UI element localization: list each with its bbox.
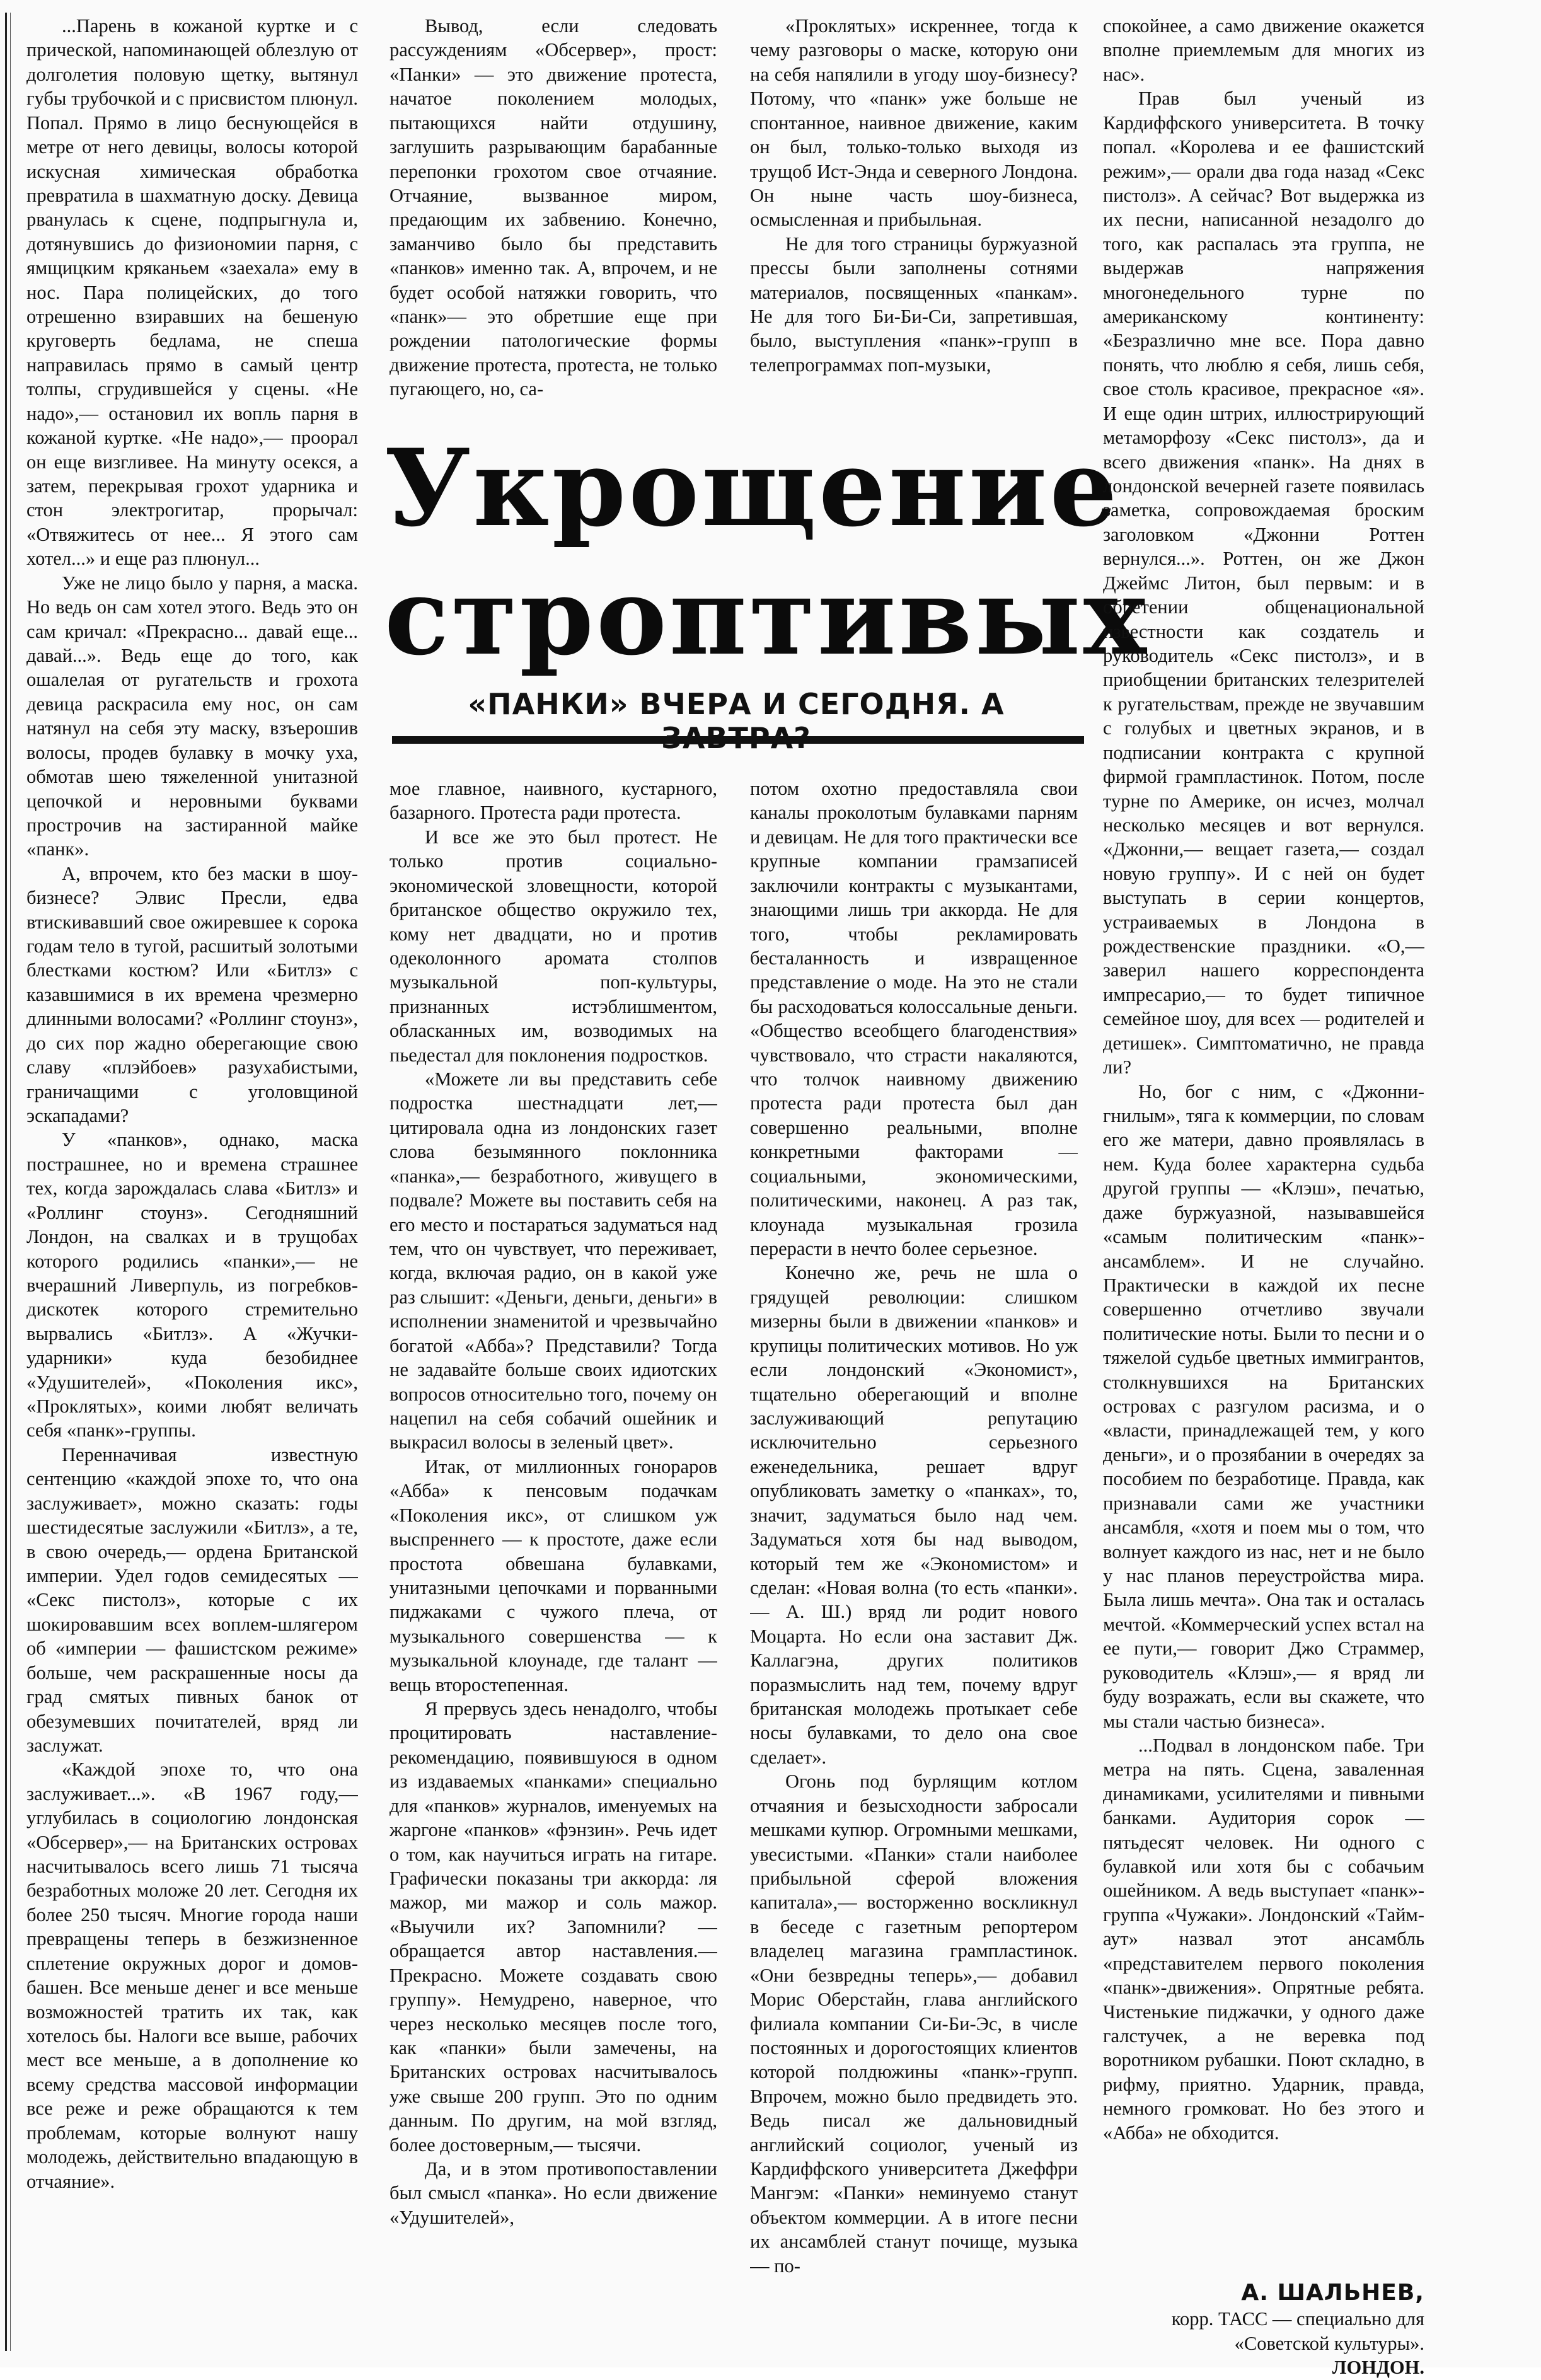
paragraph: ...Подвал в лондонском пабе. Три метра на пять. Сцена, заваленная динамиками, усилителями и пивными банками. Аудитория сорок — пятьдесят человек. Ни одного с булавкой или хотя бы с собачьим ошейником. А ведь выступает «панк»-группа «Чужаки». Лондонский «Тайм-аут» назвал этот ансамбль «представителем первого поколения «панк»-движения». Опрятные ребята. Чистенькие пиджачки, у одного даже галстучек, а не веревка под воротником рубашки. Поют складно, в рифму, приятно. Ударник, правда, немного громковат. Но без этого и «Абба» не обходится. — [1103, 1734, 1424, 2144]
byline — [1084, 2279, 1424, 2380]
paragraph: Вывод, если следовать рассуждениям «Обсервер», прост: «Панки» — это движение протеста, начатое поколением молодых, пытающихся найти отдушину, заглушить разрывающим барабанные перепонки грохотом свое отчаяние. Отчаяние, вызванное миром, предающим их забвению. Конечно, заманчиво было бы представить «панков» именно так. А, впрочем, и не будет особой натяжки говорить, что «панк»— это обретшие еще при рождении патологические формы движение протеста, протеста, не только пугающего, но, са- — [390, 15, 717, 400]
paragraph: Перенначивая известную сентенцию «каждой эпохе то, что она заслуживает», можно сказать: годы шестидесятые заслужили «Битлз», а те, в свою очередь,— ордена Британской империи. Удел годов семидесятых — «Секс пистолз», которые с их шокировавшим всех воплем-шлягером об «империи — фашистском режиме» больше, чем раскрашенные носы да град смятых пивных банок от обезумевших почитателей, вряд ли заслужат. — [26, 1443, 358, 1756]
paragraph: потом охотно предоставляла свои каналы проколотым булавками парням и девицам. Не для того практически все крупные компании грамзаписей заключили контракты с музыкантами, знающими лишь три аккорда. Не для того, чтобы рекламировать бесталанность и извращенное представление о моде. На это не стали бы расходоваться колоссальные деньги. «Общество всеобщего благоденствия» чувствовало, что страсти накаляются, что толчок наивному движению протеста ради протеста был дан совершенно реальными, вполне конкретными факторами — социальными, экономическими, политическими, наконец. А раз так, клоунада музыкальная грозила перерасти в нечто более серьезное. — [750, 778, 1078, 1260]
paragraph: Не для того страницы буржуазной прессы были заполнены сотнями материалов, посвященных «панкам». Не для того Би-Би-Си, запретившая, было, выступления «панк»-групп в телепрограммах поп-музыки, — [750, 233, 1078, 376]
paragraph: спокойнее, а само движение окажется вполне приемлемым для многих из нас». — [1103, 15, 1424, 85]
headline-line-2: строптивых — [384, 554, 1149, 679]
paragraph: И все же это был протест. Не только против социально-экономической зловещности, которой британское общество окружило тех, кому нет двадцати, но и против одеколонного аромата столпов музыкальной поп-культуры, признанных истэблишментом, обласканных им, возводимых на пьедестал для поклонения подростков. — [390, 826, 717, 1066]
article-column-3-bottom — [750, 777, 1078, 2362]
paragraph: «Каждой эпохе то, что она заслуживает...». «В 1967 году,— углубилась в социологию лондонская «Обсервер»,— на Британских островах насчитывалось всего лишь 71 тысяча безработных моложе 20 лет. Сегодня их более 250 тысяч. Многие города наши превращены теперь в безжизненное сплетение окружных дорог и домов-башен. Все меньше денег и все меньше возможностей тратить их так, как хотелось бы. Налоги все выше, рабочих мест все меньше, а в дополнение ко всему средства массовой информации все реже и реже обращаются к тем проблемам, которые волнуют нашу молодежь, действительно впадающую в отчаяние». — [26, 1759, 358, 2192]
paragraph: Прав был ученый из Кардиффского университета. В точку попал. «Королева и ее фашистский режим»,— орали два года назад «Секс пистолз». А сейчас? Вот выдержка из их песни, написанной незадолго до того, как распалась эта группа, не выдержав напряжения многонедельного турне по американскому континенту: «Безразлично мне все. Пора давно понять, что люблю я себя, лишь себя, свое столь красивое, прекрасное «я». И еще один штрих, иллюстрирующий метаморфозу «Секс пистолз», да и всего движения «панк». На днях в лондонской вечерней газете появилась заметка, сопровождаемая броским заголовком «Джонни Роттен вернулся...». Роттен, он же Джон Джеймс Литон, был первым: и в обретении общенациональной известности как создатель и руководитель «Секс пистолз», и в приобщении британских телезрителей к ругательствам, прежде не звучавшим с голубых и цветных экранов, и в подписании контракта с крупной фирмой грампластинок. Потом, после турне по Америке, он исчез, молчал несколько месяцев и вот вернулся. «Джонни,— вещает газета,— создал новую группу». И с ней он будет выступать в серии концертов, устраиваемых в Лондона в рождественские праздники. «О,— заверил нашего корреспондента импресарио,— то будет типичное семейное шоу, для всех — родителей и детишек». Симптоматично, не правда ли? — [1103, 88, 1424, 1078]
paragraph: Я прервусь здесь ненадолго, чтобы процитировать наставление-рекомендацию, появившуюся в одном из издаваемых «панками» специально для «панков» журналов, именуемых на жаргоне «панков» «фэнзин». Речь идет о том, как научиться играть на гитаре. Графически показаны три аккорда: ля мажор, ми мажор и соль мажор. «Выучили их? Запомнили? — обращается автор наставления.— Прекрасно. Можете создавать свою группу». Немудрено, наверное, что через несколько месяцев после того, как «панки» были замечены, на Британских островах насчитывалось уже свыше 200 групп. Это по одним данным. По другим, на мой взгляд, более достоверным,— тысячи. — [390, 1698, 717, 2156]
paragraph: «Можете ли вы представить себе подростка шестнадцати лет,— цитировала одна из лондонских газет слова безымянного поклонника «панка»,— безработного, живущего в подвале? Можете вы поставить себя на его место и постараться задуматься над тем, что он чувствует, что переживает, когда, включая радио, он в какой уже раз слышит: «Деньги, деньги, деньги» в исполнении знаменитой и чрезвычайно богатой «Абба»? Представили? Тогда не задавайте больше своих идиотских вопросов относительно того, почему он нацепил на себя собачий ошейник и выкрасил волосы в зеленый цвет». — [390, 1068, 717, 1453]
paragraph: Уже не лицо было у парня, а маска. Но ведь он сам хотел этого. Ведь это он сам кричал: «Прекрасно... давай еще... давай...». Ведь еще до того, как ошалелая от ругательств и грохота девица раскрасила ему нос, он сам натянул на себя эту маску, взъерошив волосы, продев булавку в мочку уха, обмотав шею тяжеленной унитазной цепочкой и неровными буквами прострочив на застиранной майке «панк». — [26, 572, 358, 860]
article-column-2-top — [390, 14, 717, 417]
author-role: корр. ТАСС — специально для «Советской культуры». — [1171, 2308, 1424, 2354]
headline — [384, 425, 1149, 679]
paragraph: «Проклятых» искреннее, тогда к чему разговоры о маске, которую они на себя напялили в угоду шоу-бизнесу? Потому, что «панк» уже больше не спонтанное, наивное движение, каким он был, только-только выходя из трущоб Ист-Энда и северного Лондона. Он ныне часть шоу-бизнеса, осмысленная и прибыльная. — [750, 15, 1078, 231]
paragraph: мое главное, наивного, кустарного, базарного. Протеста ради протеста. — [390, 778, 717, 824]
article-column-3-top — [750, 14, 1078, 417]
article-column-2-bottom — [390, 777, 717, 2362]
paragraph: А, впрочем, кто без маски в шоу-бизнесе? Элвис Пресли, едва втискивавший свое ожиревшее к сорока годам тело в тугой, расшитый золотыми блестками костюм? Или «Битлз» с казавшимися в их времена чрезмерно длинными волосами? «Роллинг стоунз», до сих пор жадно оберегающие свою славу «плэйбоев» разухабистыми, граничащими с уголовщиной эскападами? — [26, 862, 358, 1126]
paragraph: ...Парень в кожаной куртке и с прической, напоминающей облезлую от долголетия половую щетку, вытянул губы трубочкой и с присвистом плюнул. Попал. Прямо в лицо беснующейся в метре от него девицы, волосы которой искусная химическая обработка превратила в шахматную доску. Девица рванулась к сцене, подпрыгнула и, дотянувшись до физиономии парня, с ямщицким кряканьем «заехала» ему в нос. Пара полицейских, до того отрешенно взиравших на бешеную круговерть бедлама, не спеша направилась прямо в самый центр толпы, сгрудившейся у сцены. «Не надо»,— остановил их вопль парня в кожаной куртке. «Не надо»,— проорал он еще визгливее. На минуту осекся, а затем, перекрывая грохот ударника и стон электрогитар, прорычал: «Отвяжитесь от нее... Я этого сам хотел...» и еще раз плюнул... — [26, 15, 358, 570]
paragraph: Да, и в этом противопоставлении был смысл «панка». Но если движение «Удушителей», — [390, 2158, 717, 2228]
paragraph: Но, бог с ним, с «Джонни-гнилым», тяга к коммерции, по словам его же матери, давно проявлялась в нем. Куда более характерна судьба другой группы — «Клэш», печатью, даже буржуазной, называвшейся «самым политическим «панк»-ансамблем». И не случайно. Практически в каждой их песне совершенно отчетливо звучали политические ноты. Были то песни и о тяжелой судьбе цветных иммигрантов, столкнувшихся на Британских островах с разгулом расизма, и о «власти, принадлежащей тем, у кого деньги», и о прозябании в очередях за пособием по безработице. Правда, как признавали сами же участники ансамбля, «хотя и поем мы о том, что волнует каждого из нас, нет и не было у нас планов переустройства мира. Была лишь мечта». Она так и осталась мечтой. «Коммерческий успех встал на ее пути,— говорит Джо Страммер, руководитель «Клэш»,— я вряд ли буду возражать, если вы скажете, что мы стали частью бизнеса». — [1103, 1080, 1424, 1732]
article-column-1 — [26, 14, 358, 2362]
author-name: А. ШАЛЬНЕВ, — [1241, 2280, 1424, 2306]
page-edge-rule — [5, 13, 7, 2351]
paragraph: У «панков», однако, маска пострашнее, но и времена страшнее тех, когда зарождалась слава «Битлз» и «Роллинг стоунз». Сегодняшний Лондон, на свалках и в трущобах которого родились «панки»,— не вчерашний Ливерпуль, из погребков-дискотек которого стремительно вырвались «Битлз». А «Жучки-ударники» куда безобиднее «Удушителей», «Поколения икс», «Проклятых», коими любят величать себя «панк»-группы. — [26, 1129, 358, 1441]
headline-rule — [392, 736, 1084, 744]
page-edge-rule-thin — [10, 13, 11, 2351]
headline-subtitle: «ПАНКИ» ВЧЕРА И СЕГОДНЯ. А — [468, 687, 1005, 721]
paragraph: Конечно же, речь не шла о грядущей революции: слишком мизерны были в движении «панков» и крупицы политических мотивов. Но уж если лондонский «Экономист», тщательно оберегающий и вполне заслуживающий репутацию исключительно серьезного еженедельника, решает вдруг опубликовать заметку о «панках», то, значит, задуматься было над чем. Задуматься хотя бы над выводом, который тем же «Экономистом» и сделан: «Новая волна (то есть «панки».— А. Ш.) вряд ли родит нового Моцарта. Но если она заставит Дж. Каллагэна, других политиков поразмыслить над тем, почему вдруг британская молодежь протыкает себе носы булавками, то дело она свое сделает». — [750, 1262, 1078, 1768]
article-column-4 — [1103, 14, 1424, 2273]
paragraph: Огонь под бурлящим котлом отчаяния и безысходности забросали мешками купюр. Огромными мешками, увесистыми. «Панки» стали наиболее прибыльной сферой вложения капитала»,— восторженно воскликнул в беседе с газетным репортером владелец магазина грампластинок. «Они безвредны теперь»,— добавил Морис Оберстайн, глава английского филиала компании Си-Би-Эс, в числе постоянных и дорогостоящих клиентов которой полдюжины «панк»-групп. Впрочем, можно было предвидеть это. Ведь писал же дальновидный английский социолог, ученый из Кардиффского университета Джеффри Мангэм: «Панки» неминуемо станут объектом коммерции. А в итоге песни их ансамблей станут почище, музыка — по- — [750, 1771, 1078, 2277]
paragraph: Итак, от миллионных гонораров «Абба» к пенсовым подачкам «Поколения икс», от слишком уж выспреннего — к простоте, даже если простота обвешана булавками, унитазными цепочками и порванными пиджаками с чужого плеча, от музыкального совершенства — к музыкальной клоунаде, где талант — вещь второстепенная. — [390, 1455, 717, 1695]
headline-line-1: Укрощение — [384, 425, 1120, 550]
dateline: ЛОНДОН. — [1332, 2357, 1424, 2379]
